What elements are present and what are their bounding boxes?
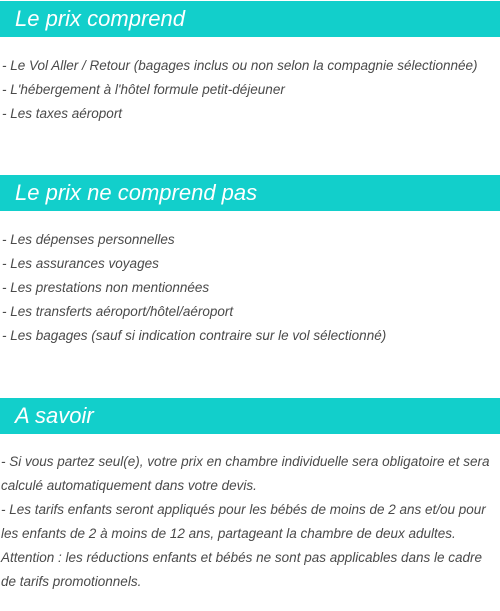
- section-header-banner: [0, 175, 500, 211]
- info-body: [0, 450, 500, 594]
- list-item: - Les dépenses personnelles: [2, 232, 175, 247]
- section-title: Le prix ne comprend pas: [15, 180, 258, 205]
- list-item: - Le Vol Aller / Retour (bagages inclus ou non selon la compagnie sélectionnée): [2, 58, 478, 73]
- info-paragraph-child-rates: - Les tarifs enfants seront appliqués pour les bébés de moins de 2 ans et/ou pour les enfants de 2 à moins de 12 ans, partageant la chambre de deux adultes.: [1, 502, 486, 541]
- section-good-to-know: [0, 398, 500, 594]
- list-item: - Les prestations non mentionnées: [2, 280, 210, 295]
- section-header-banner: [0, 1, 500, 37]
- section-header-banner: [0, 398, 500, 434]
- list-item: - Les assurances voyages: [2, 256, 159, 271]
- list-item: - Les transferts aéroport/hôtel/aéroport: [2, 304, 234, 319]
- info-paragraph-warning: Attention : les réductions enfants et bébés ne sont pas applicables dans le cadre de tarifs promotionnels.: [1, 550, 483, 589]
- list-item: - L'hébergement à l'hôtel formule petit-déjeuner: [2, 82, 285, 97]
- section-title: Le prix comprend: [15, 6, 185, 31]
- info-paragraph-single-supplement: - Si vous partez seul(e), votre prix en chambre individuelle sera obligatoire et sera calculé automatiquement dans votre devis.: [1, 454, 490, 493]
- included-items-list: [0, 54, 500, 126]
- section-title: A savoir: [15, 403, 94, 428]
- excluded-items-list: [0, 228, 500, 348]
- section-price-includes: [0, 1, 500, 126]
- list-item: - Les bagages (sauf si indication contraire sur le vol sélectionné): [2, 328, 387, 343]
- list-item: - Les taxes aéroport: [2, 106, 123, 121]
- section-price-excludes: [0, 175, 500, 348]
